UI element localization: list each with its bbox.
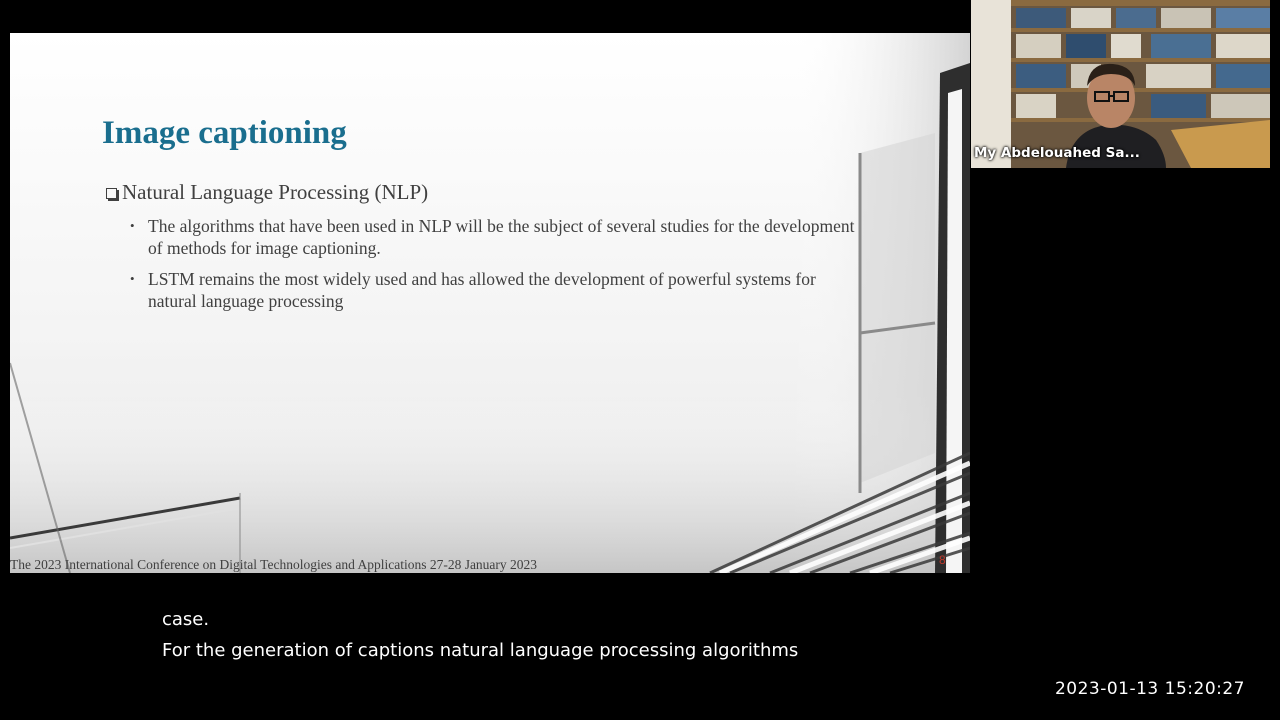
slide-page-number: 8: [939, 553, 946, 567]
presentation-slide: [10, 33, 970, 573]
participant-video-tile[interactable]: [971, 0, 1270, 168]
recording-timestamp: 2023-01-13 15:20:27: [1054, 679, 1245, 699]
participant-name-label: My Abdelouahed Sa...: [974, 145, 1140, 161]
webcam-scene: [971, 0, 1270, 168]
checkbox-bullet-icon: [106, 188, 117, 199]
bullet-item: • The algorithms that have been used in NLP will be the subject of several studies for the development of methods for image captioning.: [128, 215, 858, 259]
slide-footer: The 2023 International Conference on Digital Technologies and Applications 27-28 January 2023: [10, 557, 538, 572]
section-heading-text: Natural Language Processing (NLP): [122, 180, 429, 204]
bullet-list: [128, 215, 858, 321]
live-captions: [162, 604, 798, 666]
bullet-item: • LSTM remains the most widely used and has allowed the development of powerful systems for natural language processing: [128, 268, 858, 312]
slide-title: Image captioning: [102, 115, 347, 151]
caption-line: case.: [162, 609, 210, 630]
caption-line: For the generation of captions natural language processing algorithms: [162, 640, 799, 661]
section-heading: [106, 180, 428, 205]
